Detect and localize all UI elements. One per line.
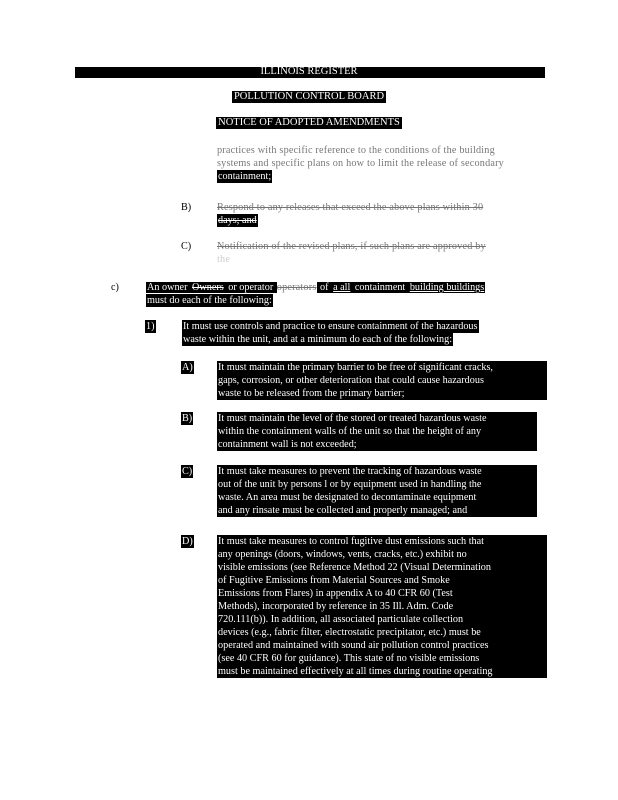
item-b-top-text xyxy=(217,201,483,227)
item-b-line: It must maintain the level of the stored or treated hazardous waste xyxy=(218,413,487,424)
fragment-line-1: practices with specific reference to the conditions of the building xyxy=(217,145,495,156)
item-d-line: any openings (doors, windows, vents, cracks, etc.) exhibit no xyxy=(218,549,467,560)
item-d-line: visible emissions (see Reference Method 22 (Visual Determination xyxy=(218,562,491,573)
item-b-line: within the containment walls of the unit so that the height of any xyxy=(218,426,482,437)
item-b-label: B) xyxy=(182,413,193,424)
section-c-text xyxy=(146,281,485,307)
item-1-label: 1) xyxy=(146,321,155,332)
section-c-post-b: a all xyxy=(333,282,351,293)
section-c-label: c) xyxy=(111,282,119,293)
item-c-top-label: C) xyxy=(181,241,192,252)
item-d-line: (see 40 CFR 60 for guidance). This state of no visible emissions xyxy=(218,653,480,664)
fragment-paragraph xyxy=(217,144,504,183)
item-b-top-line-1: Respond to any releases that exceed the above plans within 30 xyxy=(217,202,484,213)
section-c-struck: Owners xyxy=(192,282,224,293)
item-d-line: It must take measures to control fugitive dust emissions such that xyxy=(218,536,484,547)
item-a-label: A) xyxy=(182,362,193,373)
item-d-text xyxy=(217,535,547,678)
section-c-mid: or operator xyxy=(225,282,276,293)
item-c-line: waste. An area must be designated to decontaminate equipment xyxy=(218,492,477,503)
item-d-line: of Fugitive Emissions from Material Sources and Smoke xyxy=(218,575,450,586)
item-d-line: operated and maintained with sound air pollution control practices xyxy=(218,640,489,651)
section-c-post-c: containment xyxy=(352,282,408,293)
item-d-line: must be maintained effectively at all times during routine operating xyxy=(218,666,493,677)
item-a-line: waste to be released from the primary barrier; xyxy=(218,388,405,399)
item-b-text xyxy=(217,412,537,451)
register-title: ILLINOIS REGISTER xyxy=(260,66,358,77)
item-d-line: devices (e.g., fabric filter, electrostatic precipitator, etc.) must be xyxy=(218,627,481,638)
item-c-line: out of the unit by persons l or by equipment used in handling the xyxy=(218,479,482,490)
section-c-post-d: building buildings xyxy=(409,282,485,293)
item-a-line: gaps, corrosion, or other deterioration that could cause hazardous xyxy=(218,375,484,386)
item-c-top-line-1: Notification of the revised plans, if such plans are approved by xyxy=(217,241,486,252)
item-c-line: It must take measures to prevent the tracking of hazardous waste xyxy=(218,466,482,477)
item-b-top-label: B) xyxy=(181,202,192,213)
section-c-line-2: must do each of the following: xyxy=(147,295,272,306)
item-c-label: C) xyxy=(182,466,193,477)
item-c-top-line-2: the xyxy=(217,254,231,265)
item-b-top-line-2: days; and xyxy=(218,215,257,226)
item-a-line: It must maintain the primary barrier to be free of significant cracks, xyxy=(218,362,493,373)
item-d-line: Methods), incorporated by reference in 35 Ill. Adm. Code xyxy=(218,601,454,612)
notice-title: NOTICE OF ADOPTED AMENDMENTS xyxy=(218,117,400,128)
section-c-faint: operators xyxy=(276,282,317,293)
item-a-text xyxy=(217,361,547,400)
item-b-line: containment wall is not exceeded; xyxy=(218,439,357,450)
section-c-pre: An owner xyxy=(147,282,191,293)
item-1-line-1: It must use controls and practice to ensure containment of the hazardous xyxy=(183,321,478,332)
item-1-text xyxy=(182,320,479,346)
item-d-label: D) xyxy=(182,536,193,547)
item-d-line: 720.111(b)). In addition, all associated particulate collection xyxy=(218,614,464,625)
item-1-line-2: waste within the unit, and at a minimum do each of the following: xyxy=(183,334,453,345)
section-c-post-a: of xyxy=(317,282,332,293)
board-title: POLLUTION CONTROL BOARD xyxy=(233,91,385,102)
item-c-line: and any rinsate must be collected and properly managed; and xyxy=(218,505,468,516)
fragment-line-3: containment; xyxy=(218,171,272,182)
item-c-text xyxy=(217,465,537,517)
item-d-line: Emissions from Flares) in appendix A to 40 CFR 60 (Test xyxy=(218,588,453,599)
item-c-top-text xyxy=(217,240,486,266)
fragment-line-2: systems and specific plans on how to limit the release of secondary xyxy=(217,158,504,169)
